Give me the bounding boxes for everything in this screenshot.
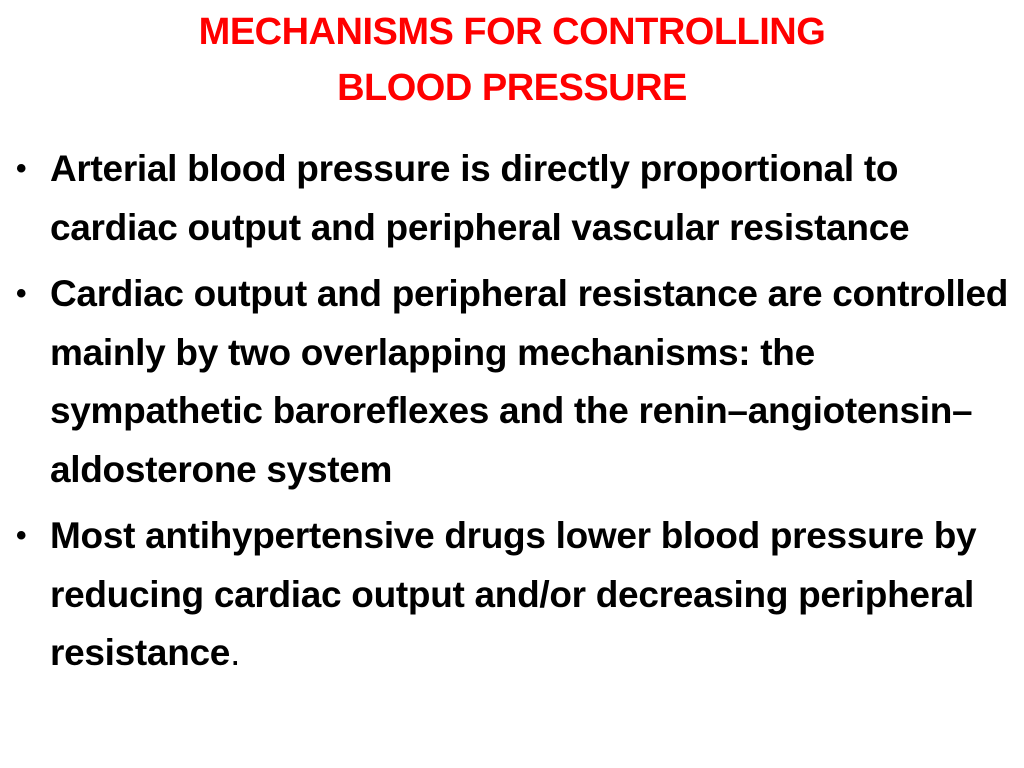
title-line-2: BLOOD PRESSURE bbox=[337, 67, 687, 109]
bullet-item bbox=[12, 140, 1016, 257]
bullet-trailing-period: . bbox=[230, 632, 241, 673]
bullet-item bbox=[12, 265, 1016, 499]
bullet-list bbox=[12, 140, 1016, 691]
bullet-text-wrap bbox=[50, 507, 1016, 683]
bullet-text: Cardiac output and peripheral resistance are controlled mainly by two overlapping mechanisms: the sympathetic baroreflexes and the renin–angiotensin–aldosterone system bbox=[50, 273, 1009, 490]
bullet-dot-icon: • bbox=[16, 152, 27, 185]
bullet-text: Most antihypertensive drugs lower blood pressure by reducing cardiac output and/or decreasing peripheral resistance bbox=[50, 515, 977, 673]
bullet-text: Arterial blood pressure is directly proportional to cardiac output and peripheral vascular resistance bbox=[50, 148, 910, 248]
bullet-dot-icon: • bbox=[16, 277, 27, 310]
bullet-dot-icon: • bbox=[16, 519, 27, 552]
bullet-item bbox=[12, 507, 1016, 683]
title-line-1: MECHANISMS FOR CONTROLLING bbox=[198, 11, 826, 53]
slide-title bbox=[0, 4, 1024, 116]
